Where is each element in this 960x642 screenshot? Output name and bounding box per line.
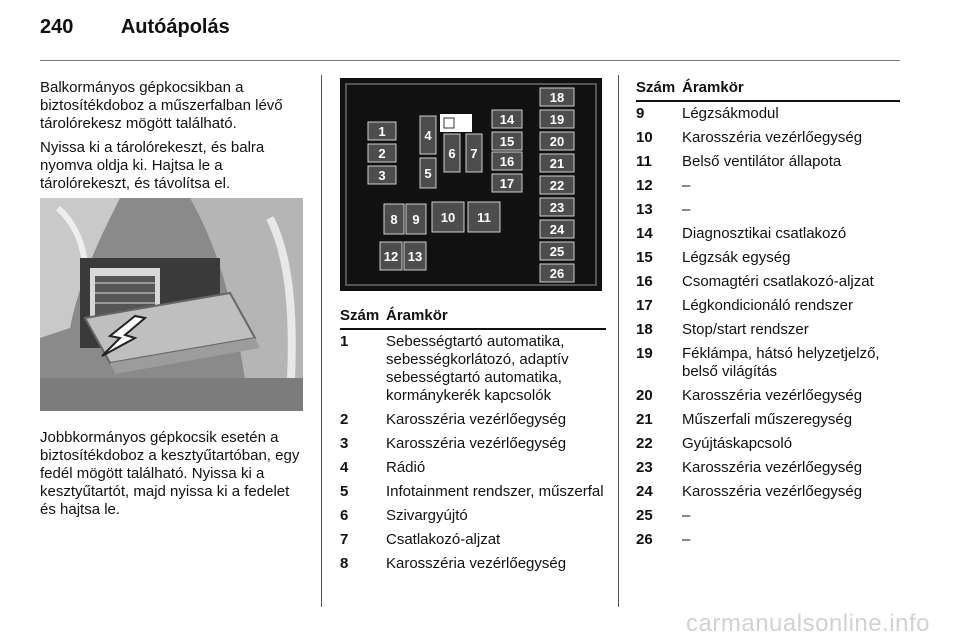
- fuse-number: 12: [636, 177, 653, 194]
- fuse-number: 25: [636, 507, 653, 524]
- fuse-label: 15: [499, 134, 515, 149]
- fuse-circuit: Karosszéria vezérlőegység: [682, 387, 863, 404]
- fuse-circuit: Szivargyújtó: [386, 507, 468, 524]
- paragraph-remove-compartment: Nyissa ki a tárolórekeszt, és balra nyomva oldja ki. Hajtsa le a tárolórekeszt, és távolítsa el.: [40, 139, 265, 192]
- table-row: [340, 528, 606, 552]
- table-row: [636, 270, 900, 294]
- fuse-circuit: Belső ventilátor állapota: [682, 153, 842, 170]
- fuse-circuit: Műszerfali műszeregység: [682, 411, 853, 428]
- fuse-circuit: Karosszéria vezérlőegység: [682, 483, 863, 500]
- fuse-number: 2: [340, 411, 349, 428]
- fuse-table-2: [636, 79, 900, 552]
- fuse-label: 7: [470, 146, 478, 161]
- fuse-label: 2: [378, 146, 386, 161]
- paragraph-lhd: Balkormányos gépkocsikban a biztosítékdoboz a műszerfalban lévő tárolórekesz mögött található.: [40, 79, 283, 132]
- fuse-label: 23: [549, 200, 565, 215]
- fuse-number: 19: [636, 345, 653, 362]
- fuse-number: 6: [340, 507, 349, 524]
- fuse-number: 4: [340, 459, 349, 476]
- table-row: [636, 384, 900, 408]
- header-rule: [40, 60, 900, 61]
- table-row: [340, 432, 606, 456]
- left-column-top: [40, 79, 308, 199]
- fuse-label: 22: [549, 178, 565, 193]
- fuse-number: 18: [636, 321, 653, 338]
- fuse-label: 24: [549, 222, 565, 237]
- table-row: [636, 480, 900, 504]
- table-row: [636, 294, 900, 318]
- fuse-circuit: Sebességtartó automatika, sebességkorlátozó, adaptív sebességtartó automatika, kormánykerék kapcsolók: [386, 333, 569, 404]
- fuse-table-2-wrapper: [636, 79, 902, 552]
- fuse-number: 9: [636, 105, 645, 122]
- fuse-number: 5: [340, 483, 349, 500]
- column-header-circuit: Áramkör: [682, 79, 900, 101]
- fuse-circuit: Karosszéria vezérlőegység: [682, 459, 863, 476]
- fuse-label: 20: [549, 134, 565, 149]
- table-row: [636, 408, 900, 432]
- fuse-label: 19: [549, 112, 565, 127]
- table-row: [636, 174, 900, 198]
- fuse-circuit: –: [682, 177, 691, 194]
- fuse-label: 9: [412, 212, 420, 227]
- fuse-number: 7: [340, 531, 349, 548]
- table-row: [636, 456, 900, 480]
- fuse-number: 8: [340, 555, 349, 572]
- table-row: [636, 342, 900, 384]
- fuse-label: 14: [499, 112, 515, 127]
- table-row: [636, 101, 900, 126]
- table-row: [340, 408, 606, 432]
- table-row: [636, 246, 900, 270]
- fuse-circuit: Féklámpa, hátsó helyzetjelző, belső világítás: [682, 345, 880, 380]
- fuse-circuit: Karosszéria vezérlőegység: [386, 435, 567, 452]
- table-row: [340, 552, 606, 576]
- fuse-label: 26: [549, 266, 565, 281]
- fuse-box-diagram: [340, 78, 602, 291]
- fuse-number: 20: [636, 387, 653, 404]
- table-row: [636, 504, 900, 528]
- fuse-label: 4: [424, 128, 432, 143]
- page-number: 240: [40, 16, 74, 38]
- watermark: carmanualsonline.info: [686, 610, 930, 637]
- fuse-number: 17: [636, 297, 653, 314]
- fuse-number: 26: [636, 531, 653, 548]
- fuse-label: 13: [407, 249, 423, 264]
- fuse-label: 21: [549, 156, 565, 171]
- fuse-number: 15: [636, 249, 653, 266]
- fuse-number: 24: [636, 483, 653, 500]
- table-row: [340, 329, 606, 408]
- table-row: [636, 198, 900, 222]
- fuse-label: 8: [390, 212, 398, 227]
- column-header-circuit: Áramkör: [386, 307, 606, 329]
- fuse-circuit: Karosszéria vezérlőegység: [386, 411, 567, 428]
- fuse-circuit: Stop/start rendszer: [682, 321, 809, 338]
- fuse-number: 11: [636, 153, 652, 170]
- fuse-circuit: –: [682, 201, 691, 218]
- fuse-circuit: Gyújtáskapcsoló: [682, 435, 793, 452]
- fuse-label: 6: [448, 146, 456, 161]
- fuse-number: 3: [340, 435, 349, 452]
- fuse-label: 5: [424, 166, 432, 181]
- table-row: [636, 126, 900, 150]
- table-row: [340, 480, 606, 504]
- fuse-circuit: –: [682, 507, 691, 524]
- column-header-number: Szám: [636, 79, 682, 101]
- fuse-label: 12: [383, 249, 399, 264]
- fuse-circuit: Légkondicionáló rendszer: [682, 297, 853, 314]
- fuse-number: 10: [636, 129, 653, 146]
- fuse-circuit: Diagnosztikai csatlakozó: [682, 225, 847, 242]
- fuse-number: 1: [340, 333, 349, 350]
- fuse-number: 16: [636, 273, 653, 290]
- fuse-number: 21: [636, 411, 653, 428]
- fuse-circuit: Karosszéria vezérlőegység: [386, 555, 567, 572]
- left-column-bottom: [40, 429, 308, 525]
- fuse-label: 10: [440, 210, 456, 225]
- table-row: [340, 456, 606, 480]
- fuse-circuit: –: [682, 531, 691, 548]
- fuse-label: 3: [378, 168, 386, 183]
- fuse-circuit: Karosszéria vezérlőegység: [682, 129, 863, 146]
- fuse-circuit: Csomagtéri csatlakozó-aljzat: [682, 273, 874, 290]
- table-row: [636, 318, 900, 342]
- fuse-circuit: Rádió: [386, 459, 426, 476]
- column-header-number: Szám: [340, 307, 386, 329]
- fuse-number: 13: [636, 201, 653, 218]
- column-divider-2: [618, 75, 619, 607]
- glovebox-photo: [40, 198, 303, 411]
- paragraph-rhd: Jobbkormányos gépkocsik esetén a biztosítékdoboz a kesztyűtartóban, egy fedél mögött található. Nyissa ki a kesztyűtartót, majd nyissa ki a fedelet és hajtsa le.: [40, 429, 300, 518]
- fuse-number: 14: [636, 225, 653, 242]
- fuse-label: 25: [549, 244, 565, 259]
- table-row: [636, 222, 900, 246]
- table-row: [636, 150, 900, 174]
- fuse-number: 22: [636, 435, 653, 452]
- fuse-label: 17: [499, 176, 515, 191]
- table-row: [340, 504, 606, 528]
- page-title: Autóápolás: [120, 16, 230, 38]
- table-row: [636, 432, 900, 456]
- fuse-circuit: Légzsákmodul: [682, 105, 779, 122]
- fuse-number: 23: [636, 459, 653, 476]
- fuse-label: 11: [477, 210, 491, 225]
- fuse-circuit: Légzsák egység: [682, 249, 791, 266]
- fuse-label: 18: [549, 90, 565, 105]
- page-header: [40, 16, 230, 39]
- fuse-table-1: [340, 307, 606, 576]
- fuse-circuit: Csatlakozó-aljzat: [386, 531, 501, 548]
- fuse-circuit: Infotainment rendszer, műszerfal: [386, 483, 604, 500]
- fuse-label: 1: [378, 124, 386, 139]
- table-row: [636, 528, 900, 552]
- column-divider-1: [321, 75, 322, 607]
- fuse-table-1-wrapper: [340, 307, 608, 576]
- fuse-label: 16: [499, 154, 515, 169]
